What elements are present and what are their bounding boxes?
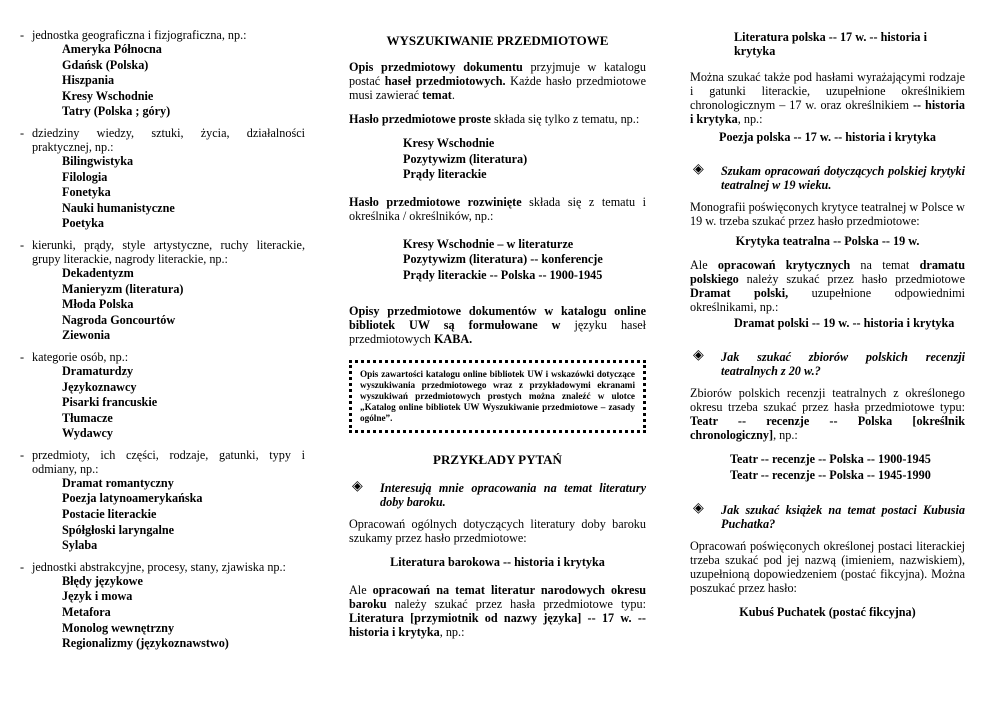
example-list-extended [403, 237, 646, 284]
example-heading: Poezja polska -- 17 w. -- historia i krytyka [719, 130, 936, 144]
example-heading: Poetyka [62, 216, 104, 231]
example-heading: Ziewonia [62, 328, 111, 343]
example-heading: Dramaturdzy [62, 363, 134, 378]
dash-bullet: - [20, 28, 25, 42]
example-heading: Krytyka teatralna -- Polska -- 19 w. [735, 234, 920, 248]
example-heading: Hiszpania [62, 73, 115, 88]
category-intro: kierunki, prądy, style artystyczne, ruchy literackie, grupy literackie, nagrody literackie, np.: [32, 237, 305, 266]
example-heading: Dramat polski -- 19 w. -- historia i krytyka [734, 316, 955, 330]
example-heading: Literatura barokowa -- historia i krytyka [390, 554, 605, 569]
examples-title: PRZYKŁADY PYTAŃ [433, 451, 562, 467]
dash-bullet: - [20, 349, 25, 364]
example-list [62, 266, 305, 344]
diamond-bullet-icon: ◈ [693, 501, 704, 517]
example-heading: Nauki humanistyczne [62, 200, 175, 215]
category-item [20, 126, 305, 232]
category-item [20, 238, 305, 344]
diamond-bullet-icon: ◈ [693, 348, 704, 363]
example-list-reviews [730, 452, 965, 483]
paragraph-monographs: Monografii poświęconych krytyce teatralnej w Polsce w 19 w. trzeba szukać przez hasło przedmiotowe: [690, 200, 965, 228]
category-intro: dziedziny wiedzy, sztuki, życia, działalności praktycznej, np.: [32, 125, 305, 154]
example-list [62, 154, 305, 232]
example-heading: Kubuś Puchatek (postać fikcyjna) [739, 605, 916, 620]
paragraph-genres: Można szukać także pod hasłami wyrażającymi rodzaje i gatunki literackie, uzupełnione określnikiem chronologicznym – 17 w. oraz określnikiem -- historia i krytyka, np.: [690, 70, 965, 126]
diamond-bullet-icon: ◈ [693, 162, 704, 177]
dash-bullet: - [20, 237, 25, 252]
paragraph-drama: Ale opracowań krytycznych na temat dramatu polskiego należy szukać przez hasło przedmiotowe Dramat polski, uzupełnione odpowiednimi określnikami, np.: [690, 258, 965, 314]
example-heading: Kresy Wschodnie – w literaturze [403, 236, 574, 251]
paragraph-subject-description: Opis przedmiotowy dokumentu przyjmuje w katalogu postać haseł przedmiotowych. Każde hasło przedmiotowe musi zawierać temat. [349, 60, 646, 102]
example-list [62, 476, 305, 554]
example-list [62, 574, 305, 652]
example-heading: Postacie literackie [62, 507, 157, 522]
diamond-bullet-icon: ◈ [352, 478, 363, 494]
info-box: Opis zawartości katalogu online bibliotek UW i wskazówki dotyczące wyszukiwania przedmiotowego wraz z przykładowymi ekranami wyszukiwań przedmiotowych prostych można znaleźć w ulotce „Katalog online bibliotek UW Wyszukiwanie przedmiotowe – zasady ogólne”. [349, 360, 646, 433]
example-heading: Ameryka Północna [62, 42, 162, 56]
category-item [20, 28, 305, 120]
example-heading: Bilingwistyka [62, 153, 134, 168]
question-reviews: ◈ Jak szukać zbiorów polskich recenzji teatralnych z 20 w.? [693, 348, 965, 378]
example-heading: Literatura polska -- 17 w. -- historia i krytyka [734, 30, 927, 58]
example-heading: Gdańsk (Polska) [62, 57, 149, 72]
category-item [20, 560, 305, 652]
example-heading: Fonetyka [62, 185, 111, 200]
paragraph-reviews: Zbiorów polskich recenzji teatralnych z określonego okresu trzeba szukać przez hasła przedmiotowe typu: Teatr -- recenzje -- Polska [określnik chronologiczny], np.: [690, 386, 965, 442]
category-item [20, 350, 305, 442]
example-heading: Kresy Wschodnie [62, 88, 154, 103]
example-heading: Metafora [62, 605, 111, 620]
dash-bullet: - [20, 559, 25, 574]
section-title: WYSZUKIWANIE PRZEDMIOTOWE [386, 33, 609, 48]
example-heading: Pozytywizm (literatura) -- konferencje [403, 252, 603, 267]
category-intro: jednostki abstrakcyjne, procesy, stany, zjawiska np.: [32, 559, 286, 574]
example-heading: Teatr -- recenzje -- Polska -- 1900-1945 [730, 452, 931, 466]
example-heading: Spółgłoski laryngalne [62, 522, 175, 537]
paragraph-baroque: Opracowań ogólnych dotyczących literatury doby baroku szukamy przez hasło przedmiotowe: [349, 516, 646, 545]
example-heading: Monolog wewnętrzny [62, 620, 175, 635]
example-list [62, 42, 305, 120]
question-winnie-the-pooh: ◈ Jak szukać książek na temat postaci Kubusia Puchatka? [693, 501, 965, 532]
subject-search-column [349, 28, 646, 649]
paragraph-kaba: Opisy przedmiotowe dokumentów w katalogu online bibliotek UW są formułowane w języku haseł przedmiotowych KABA. [349, 303, 646, 346]
example-heading: Prądy literackie -- Polska -- 1900-1945 [403, 267, 603, 282]
example-heading: Język i mowa [62, 589, 133, 604]
example-heading: Pisarki francuskie [62, 395, 158, 410]
examples-column [690, 30, 965, 629]
example-list [62, 364, 305, 442]
example-heading: Dekadentyzm [62, 265, 134, 280]
paragraph-national-literatures: Ale opracowań na temat literatur narodowych okresu baroku należy szukać przez hasła przedmiotowe typu: Literatura [przymiotnik od nazwy języka] -- 17 w. -- historia i krytyka, np.: [349, 582, 646, 639]
example-list-simple [403, 136, 646, 183]
example-heading: Filologia [62, 169, 108, 184]
example-heading: Sylaba [62, 538, 98, 553]
example-heading: Wydawcy [62, 426, 114, 441]
example-heading: Pozytywizm (literatura) [403, 151, 528, 166]
example-heading: Teatr -- recenzje -- Polska -- 1945-1990 [730, 467, 931, 482]
dash-bullet: - [20, 447, 25, 462]
dash-bullet: - [20, 125, 25, 140]
category-list-column [20, 28, 305, 658]
example-heading: Tatry (Polska ; góry) [62, 104, 171, 119]
example-heading: Manieryzm (literatura) [62, 281, 184, 296]
example-heading: Tłumacze [62, 410, 113, 425]
paragraph-character: Opracowań poświęconych określonej postaci literackiej trzeba szukać pod jej nazwą (imieniem, nazwiskiem), uzupełnioną dopowiedzeniem (postać fikcyjna). Można poszukać przez hasło: [690, 539, 965, 596]
question-theatre-criticism: ◈ Szukam opracowań dotyczących polskiej krytyki teatralnej w 19 wieku. [693, 162, 965, 192]
example-heading: Kresy Wschodnie [403, 136, 495, 150]
category-intro: jednostka geograficzna i fizjograficzna, np.: [32, 28, 247, 42]
example-heading: Błędy językowe [62, 573, 143, 588]
paragraph-simple-heading: Hasło przedmiotowe proste składa się tylko z tematu, np.: [349, 112, 640, 126]
question-baroque: ◈ Interesują mnie opracowania na temat literatury doby baroku. [352, 478, 646, 509]
example-heading: Nagroda Goncourtów [62, 312, 176, 327]
category-item [20, 448, 305, 554]
example-heading: Poezja latynoamerykańska [62, 491, 203, 506]
example-heading: Prądy literackie [403, 167, 487, 182]
category-intro: kategorie osób, np.: [32, 349, 129, 364]
example-heading: Młoda Polska [62, 297, 134, 312]
paragraph-extended-heading: Hasło przedmiotowe rozwinięte składa się z tematu i określnika / określników, np.: [349, 194, 646, 223]
example-heading: Regionalizmy (językoznawstwo) [62, 636, 229, 651]
category-intro: przedmioty, ich części, rodzaje, gatunki, typy i odmiany, np.: [32, 447, 305, 476]
example-heading: Dramat romantyczny [62, 475, 174, 490]
example-heading: Językoznawcy [62, 379, 137, 394]
